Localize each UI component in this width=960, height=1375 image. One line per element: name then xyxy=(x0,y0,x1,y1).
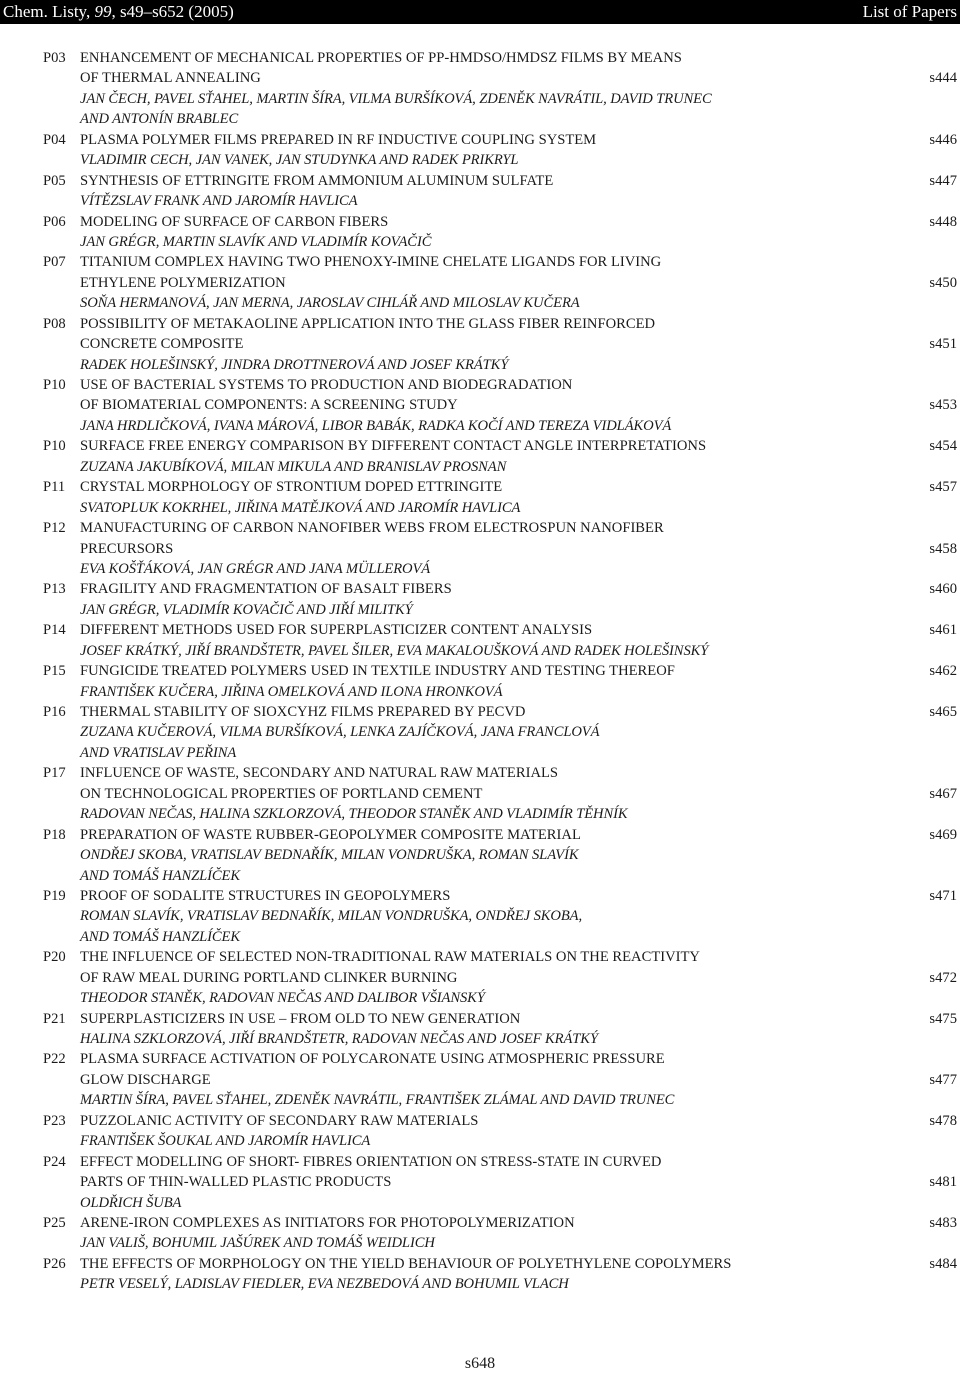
paper-entry xyxy=(0,1111,960,1152)
page-reference: s469 xyxy=(929,826,957,843)
paper-number: P25 xyxy=(43,1214,66,1231)
title-line xyxy=(0,48,960,68)
paper-title: SUPERPLASTICIZERS IN USE – FROM OLD TO NEW GENERATION xyxy=(80,1010,521,1027)
paper-entry xyxy=(0,314,960,375)
paper-authors: ROMAN SLAVÍK, VRATISLAV BEDNAŘÍK, MILAN VONDRUŠKA, ONDŘEJ SKOBA, xyxy=(80,908,583,925)
authors-line xyxy=(0,682,960,702)
paper-title: MANUFACTURING OF CARBON NANOFIBER WEBS FROM ELECTROSPUN NANOFIBER xyxy=(80,520,664,537)
paper-authors: FRANTIŠEK ŠOUKAL AND JAROMÍR HAVLICA xyxy=(80,1133,371,1150)
paper-title: ETHYLENE POLYMERIZATION xyxy=(80,274,286,291)
paper-authors: OLDŘICH ŠUBA xyxy=(80,1194,182,1211)
journal-citation xyxy=(3,0,234,24)
page-number: s648 xyxy=(464,1355,496,1372)
title-line xyxy=(0,334,960,354)
title-line xyxy=(0,68,960,88)
title-line xyxy=(0,171,960,191)
authors-line xyxy=(0,191,960,211)
page-reference: s483 xyxy=(929,1214,957,1231)
authors-line xyxy=(0,150,960,170)
paper-title: OF RAW MEAL DURING PORTLAND CLINKER BURNING xyxy=(80,969,458,986)
authors-line xyxy=(0,866,960,886)
paper-title: PLASMA SURFACE ACTIVATION OF POLYCARONATE USING ATMOSPHERIC PRESSURE xyxy=(80,1051,665,1068)
paper-title: PROOF OF SODALITE STRUCTURES IN GEOPOLYMERS xyxy=(80,887,451,904)
authors-line xyxy=(0,559,960,579)
paper-authors: SOŇA HERMANOVÁ, JAN MERNA, JAROSLAV CIHLÁŘ AND MILOSLAV KUČERA xyxy=(80,295,580,312)
paper-authors: ONDŘEJ SKOBA, VRATISLAV BEDNAŘÍK, MILAN VONDRUŠKA, ROMAN SLAVÍK xyxy=(80,847,579,864)
journal-volume: 99 xyxy=(94,2,112,21)
paper-title: DIFFERENT METHODS USED FOR SUPERPLASTICIZER CONTENT ANALYSIS xyxy=(80,622,593,639)
paper-number: P13 xyxy=(43,581,66,598)
paper-number: P03 xyxy=(43,50,66,66)
title-line xyxy=(0,661,960,681)
page-reference: s461 xyxy=(929,622,957,639)
page-reference: s481 xyxy=(929,1174,957,1191)
authors-line xyxy=(0,804,960,824)
paper-title: THE EFFECTS OF MORPHOLOGY ON THE YIELD BEHAVIOUR OF POLYETHYLENE COPOLYMERS xyxy=(80,1255,732,1272)
page-reference: s453 xyxy=(929,397,957,414)
paper-title: THERMAL STABILITY OF SIOXCYHZ FILMS PREPARED BY PECVD xyxy=(80,704,526,720)
paper-entry xyxy=(0,886,960,947)
paper-number: P18 xyxy=(43,826,66,843)
paper-authors: RADOVAN NEČAS, HALINA SZKLORZOVÁ, THEODOR STANĚK AND VLADIMÍR TĚHNÍK xyxy=(80,806,628,823)
authors-line xyxy=(0,1193,960,1213)
authors-line xyxy=(0,845,960,865)
paper-number: P12 xyxy=(43,520,66,537)
paper-number: P17 xyxy=(43,765,66,782)
authors-line xyxy=(0,722,960,742)
paper-entry xyxy=(0,825,960,886)
authors-line xyxy=(0,109,960,129)
paper-list xyxy=(0,48,960,1295)
authors-line xyxy=(0,906,960,926)
paper-title: OF BIOMATERIAL COMPONENTS: A SCREENING STUDY xyxy=(80,397,458,414)
authors-line xyxy=(0,232,960,252)
paper-number: P06 xyxy=(43,213,66,230)
paper-entry xyxy=(0,1254,960,1295)
paper-number: P26 xyxy=(43,1255,66,1272)
journal-name: Chem. Listy, xyxy=(3,2,91,21)
paper-number: P16 xyxy=(43,704,66,720)
paper-title: PREPARATION OF WASTE RUBBER-GEOPOLYMER COMPOSITE MATERIAL xyxy=(80,826,581,843)
paper-title: INFLUENCE OF WASTE, SECONDARY AND NATURAL RAW MATERIALS xyxy=(80,765,559,782)
title-line xyxy=(0,375,960,395)
authors-line xyxy=(0,988,960,1008)
paper-authors: MARTIN ŠÍRA, PAVEL SŤAHEL, ZDENĚK NAVRÁTIL, FRANTIŠEK ZLÁMAL AND DAVID TRUNEC xyxy=(80,1092,675,1109)
paper-number: P15 xyxy=(43,663,66,680)
paper-title: SURFACE FREE ENERGY COMPARISON BY DIFFERENT CONTACT ANGLE INTERPRETATIONS xyxy=(80,438,707,455)
title-line xyxy=(0,1009,960,1029)
paper-authors: JAN GRÉGR, MARTIN SLAVÍK AND VLADIMÍR KOVAČIČ xyxy=(80,233,432,250)
paper-entry xyxy=(0,1049,960,1110)
title-line xyxy=(0,579,960,599)
paper-authors: EVA KOŠŤÁKOVÁ, JAN GRÉGR AND JANA MÜLLEROVÁ xyxy=(80,560,431,577)
paper-title: PLASMA POLYMER FILMS PREPARED IN RF INDUCTIVE COUPLING SYSTEM xyxy=(80,131,597,148)
authors-line xyxy=(0,927,960,947)
paper-title: CONCRETE COMPOSITE xyxy=(80,336,244,353)
authors-line xyxy=(0,293,960,313)
paper-entry xyxy=(0,477,960,518)
paper-title: FRAGILITY AND FRAGMENTATION OF BASALT FIBERS xyxy=(80,581,452,598)
title-line xyxy=(0,1172,960,1192)
authors-line xyxy=(0,1131,960,1151)
page-reference: s465 xyxy=(929,704,957,720)
paper-authors: AND ANTONÍN BRABLEC xyxy=(80,111,239,128)
paper-entry xyxy=(0,130,960,171)
paper-authors: VLADIMIR CECH, JAN VANEK, JAN STUDYNKA AND RADEK PRIKRYL xyxy=(80,152,519,169)
page-reference: s454 xyxy=(929,438,957,455)
paper-number: P24 xyxy=(43,1153,66,1170)
paper-number: P05 xyxy=(43,172,66,189)
paper-authors: JAN VALIŠ, BOHUMIL JAŠÚREK AND TOMÁŠ WEIDLICH xyxy=(80,1235,435,1252)
paper-authors: ZUZANA KUČEROVÁ, VILMA BURŠÍKOVÁ, LENKA ZAJÍČKOVÁ, JANA FRANCLOVÁ xyxy=(80,724,600,741)
page-reference: s450 xyxy=(929,274,957,291)
paper-entry xyxy=(0,947,960,1008)
page-reference: s471 xyxy=(929,887,957,904)
paper-entry xyxy=(0,48,960,130)
authors-line xyxy=(0,498,960,518)
paper-entry xyxy=(0,702,960,763)
paper-authors: VÍTĚZSLAV FRANK AND JAROMÍR HAVLICA xyxy=(80,193,358,210)
title-line xyxy=(0,1070,960,1090)
paper-title: ENHANCEMENT OF MECHANICAL PROPERTIES OF PP-HMDSO/HMDSZ FILMS BY MEANS xyxy=(80,50,682,66)
paper-number: P22 xyxy=(43,1051,66,1068)
paper-number: P19 xyxy=(43,887,66,904)
title-line xyxy=(0,314,960,334)
title-line xyxy=(0,1049,960,1069)
page-reference: s444 xyxy=(929,70,957,87)
paper-authors: ZUZANA JAKUBÍKOVÁ, MILAN MIKULA AND BRANISLAV PROSNAN xyxy=(80,458,507,475)
paper-authors: JAN ČECH, PAVEL SŤAHEL, MARTIN ŠÍRA, VILMA BURŠÍKOVÁ, ZDENĚK NAVRÁTIL, DAVID TRUNEC xyxy=(80,90,712,107)
paper-title: SYNTHESIS OF ETTRINGITE FROM AMMONIUM ALUMINUM SULFATE xyxy=(80,172,554,189)
title-line xyxy=(0,518,960,538)
authors-line xyxy=(0,600,960,620)
paper-title: ON TECHNOLOGICAL PROPERTIES OF PORTLAND CEMENT xyxy=(80,785,483,802)
authors-line xyxy=(0,1029,960,1049)
page-reference: s458 xyxy=(929,540,957,557)
paper-authors: PETR VESELÝ, LADISLAV FIEDLER, EVA NEZBEDOVÁ AND BOHUMIL VLACH xyxy=(80,1276,569,1293)
title-line xyxy=(0,1254,960,1274)
paper-title: THE INFLUENCE OF SELECTED NON-TRADITIONAL RAW MATERIALS ON THE REACTIVITY xyxy=(80,949,700,966)
authors-line xyxy=(0,1233,960,1253)
authors-line xyxy=(0,641,960,661)
page-reference: s467 xyxy=(929,785,957,802)
paper-title: PUZZOLANIC ACTIVITY OF SECONDARY RAW MATERIALS xyxy=(80,1112,479,1129)
paper-number: P14 xyxy=(43,622,66,639)
paper-authors: FRANTIŠEK KUČERA, JIŘINA OMELKOVÁ AND ILONA HRONKOVÁ xyxy=(80,683,503,700)
paper-entry xyxy=(0,1152,960,1213)
paper-title: EFFECT MODELLING OF SHORT- FIBRES ORIENTATION ON STRESS-STATE IN CURVED xyxy=(80,1153,662,1170)
paper-authors: THEODOR STANĚK, RADOVAN NEČAS AND DALIBOR VŠIANSKÝ xyxy=(80,990,485,1007)
page-reference: s472 xyxy=(929,969,957,986)
paper-title: POSSIBILITY OF METAKAOLINE APPLICATION INTO THE GLASS FIBER REINFORCED xyxy=(80,315,656,332)
title-line xyxy=(0,620,960,640)
paper-number: P08 xyxy=(43,315,66,332)
paper-authors: SVATOPLUK KOKRHEL, JIŘINA MATĚJKOVÁ AND JAROMÍR HAVLICA xyxy=(80,499,521,516)
page-reference: s484 xyxy=(929,1255,957,1272)
paper-authors: JAN GRÉGR, VLADIMÍR KOVAČIČ AND JIŘÍ MILITKÝ xyxy=(80,601,413,618)
paper-authors: RADEK HOLEŠINSKÝ, JINDRA DROTTNEROVÁ AND JOSEF KRÁTKÝ xyxy=(80,356,509,373)
page-reference: s460 xyxy=(929,581,957,598)
section-title: List of Papers xyxy=(862,2,957,21)
title-line xyxy=(0,273,960,293)
paper-entry xyxy=(0,252,960,313)
page-reference: s451 xyxy=(929,336,957,353)
paper-title: ARENE-IRON COMPLEXES AS INITIATORS FOR PHOTOPOLYMERIZATION xyxy=(80,1214,575,1231)
page-reference: s462 xyxy=(929,663,957,680)
title-line xyxy=(0,477,960,497)
paper-number: P23 xyxy=(43,1112,66,1129)
authors-line xyxy=(0,1274,960,1294)
authors-line xyxy=(0,355,960,375)
paper-entry xyxy=(0,1213,960,1254)
title-line xyxy=(0,702,960,722)
title-line xyxy=(0,212,960,232)
paper-title: OF THERMAL ANNEALING xyxy=(80,70,261,87)
title-line xyxy=(0,252,960,272)
paper-entry xyxy=(0,579,960,620)
page-reference: s448 xyxy=(929,213,957,230)
paper-title: FUNGICIDE TREATED POLYMERS USED IN TEXTILE INDUSTRY AND TESTING THEREOF xyxy=(80,663,675,680)
paper-number: P07 xyxy=(43,254,66,271)
paper-entry xyxy=(0,661,960,702)
paper-authors: AND TOMÁŠ HANZLÍČEK xyxy=(80,867,241,884)
title-line xyxy=(0,539,960,559)
title-line xyxy=(0,1213,960,1233)
paper-title: PARTS OF THIN-WALLED PLASTIC PRODUCTS xyxy=(80,1174,392,1191)
title-line xyxy=(0,968,960,988)
paper-number: P21 xyxy=(43,1010,66,1027)
page-reference: s478 xyxy=(929,1112,957,1129)
paper-title: CRYSTAL MORPHOLOGY OF STRONTIUM DOPED ETTRINGITE xyxy=(80,479,503,496)
authors-line xyxy=(0,743,960,763)
page-reference: s446 xyxy=(929,131,957,148)
paper-authors: JANA HRDLIČKOVÁ, IVANA MÁROVÁ, LIBOR BABÁK, RADKA KOČÍ AND TEREZA VIDLÁKOVÁ xyxy=(80,417,672,434)
paper-entry xyxy=(0,763,960,824)
paper-authors: JOSEF KRÁTKÝ, JIŘÍ BRANDŠTETR, PAVEL ŠILER, EVA MAKALOUŠKOVÁ AND RADEK HOLEŠINSKÝ xyxy=(80,642,709,659)
page-reference: s457 xyxy=(929,479,957,496)
title-line xyxy=(0,825,960,845)
paper-entry xyxy=(0,436,960,477)
title-line xyxy=(0,763,960,783)
authors-line xyxy=(0,457,960,477)
paper-authors: HALINA SZKLORZOVÁ, JIŘÍ BRANDŠTETR, RADOVAN NEČAS AND JOSEF KRÁTKÝ xyxy=(80,1031,598,1047)
title-line xyxy=(0,947,960,967)
running-header xyxy=(0,0,960,24)
authors-line xyxy=(0,1090,960,1110)
paper-number: P11 xyxy=(43,479,66,496)
page-reference: s477 xyxy=(929,1071,957,1088)
paper-entry xyxy=(0,1009,960,1050)
paper-entry xyxy=(0,212,960,253)
paper-number: P10 xyxy=(43,438,66,455)
paper-title: TITANIUM COMPLEX HAVING TWO PHENOXY-IMINE CHELATE LIGANDS FOR LIVING xyxy=(80,254,662,271)
paper-authors: AND VRATISLAV PEŘINA xyxy=(80,744,237,761)
paper-entry xyxy=(0,620,960,661)
journal-pages: , s49–s652 (2005) xyxy=(111,2,234,21)
page-reference: s475 xyxy=(929,1010,957,1027)
paper-entry xyxy=(0,171,960,212)
title-line xyxy=(0,130,960,150)
authors-line xyxy=(0,89,960,109)
paper-number: P10 xyxy=(43,377,66,393)
title-line xyxy=(0,1152,960,1172)
title-line xyxy=(0,436,960,456)
paper-title: USE OF BACTERIAL SYSTEMS TO PRODUCTION AND BIODEGRADATION xyxy=(80,377,573,393)
title-line xyxy=(0,395,960,415)
title-line xyxy=(0,1111,960,1131)
paper-authors: AND TOMÁŠ HANZLÍČEK xyxy=(80,928,241,945)
paper-number: P04 xyxy=(43,131,66,148)
paper-title: MODELING OF SURFACE OF CARBON FIBERS xyxy=(80,213,389,230)
paper-entry xyxy=(0,375,960,436)
title-line xyxy=(0,784,960,804)
paper-number: P20 xyxy=(43,949,66,966)
paper-title: GLOW DISCHARGE xyxy=(80,1071,211,1088)
paper-title: PRECURSORS xyxy=(80,540,174,557)
paper-entry xyxy=(0,518,960,579)
authors-line xyxy=(0,416,960,436)
title-line xyxy=(0,886,960,906)
page-reference: s447 xyxy=(929,172,957,189)
